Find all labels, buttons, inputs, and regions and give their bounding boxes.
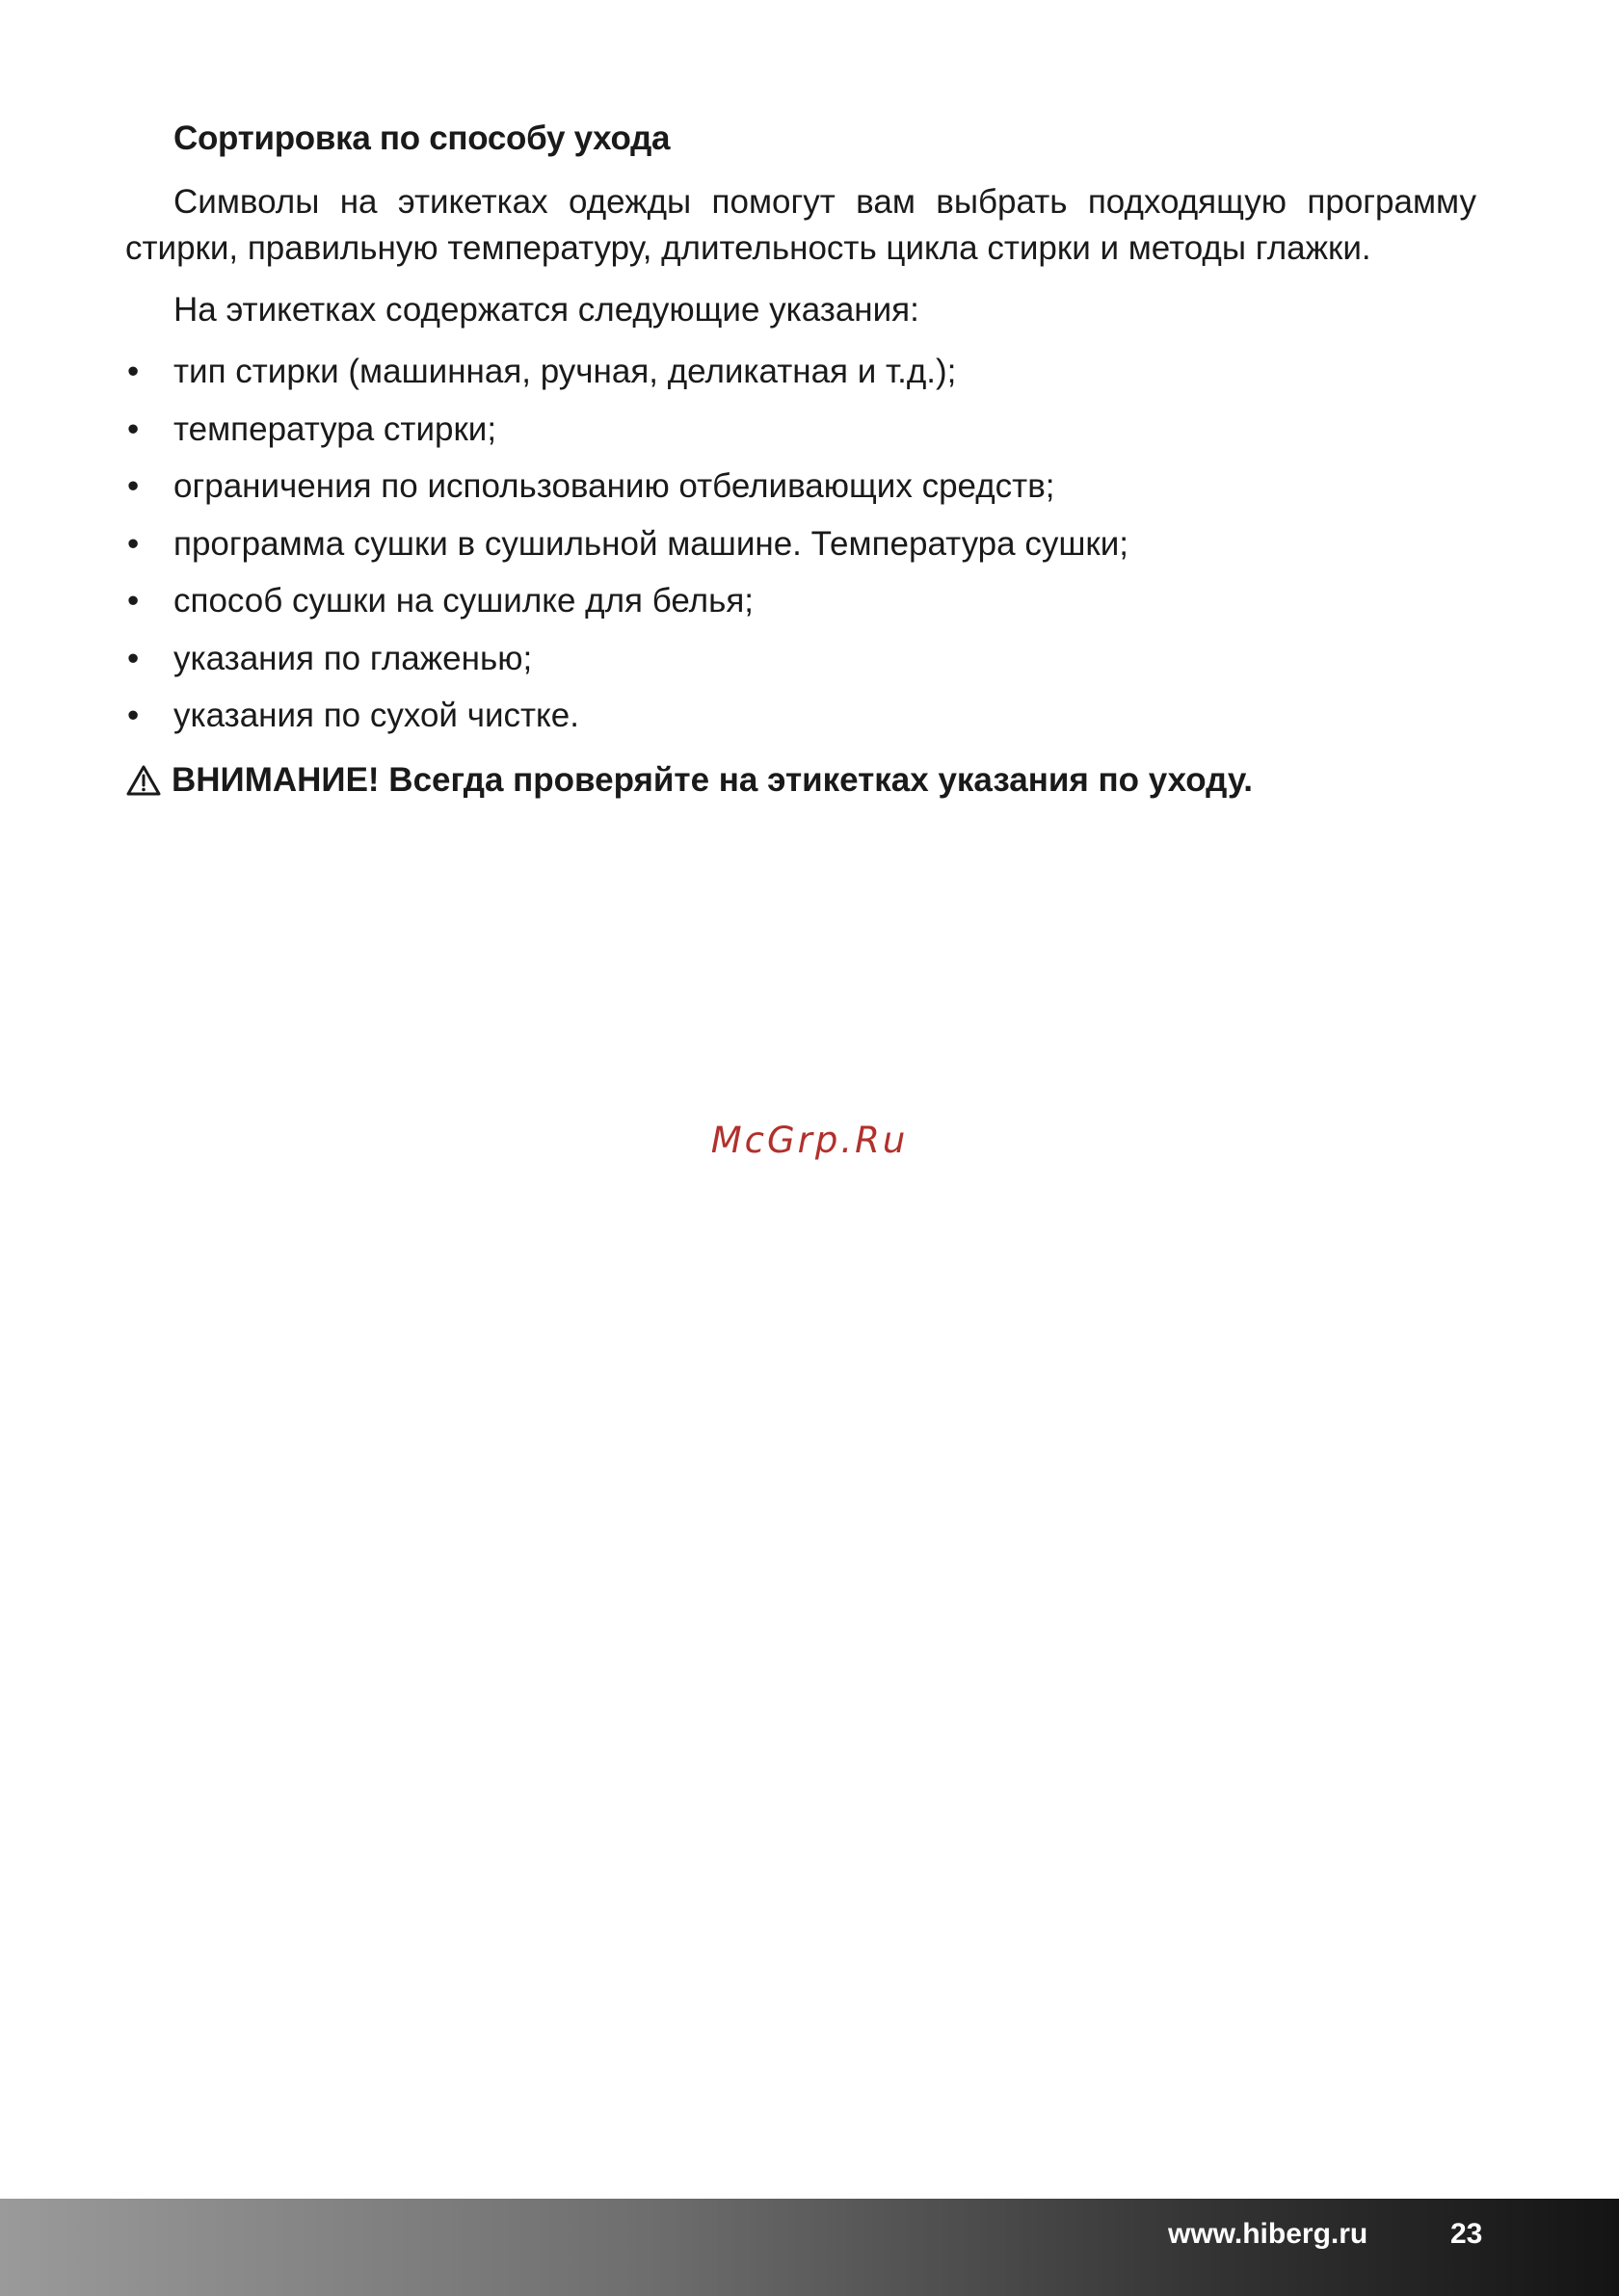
list-item-text: тип стирки (машинная, ручная, деликатная и т.д.); [173, 353, 957, 390]
list-item [125, 401, 1476, 459]
list-item [125, 458, 1476, 515]
bullet-icon: • [127, 409, 140, 448]
label-instructions-lead: На этикетках содержатся следующие указания: [173, 291, 919, 329]
bullet-icon: • [127, 582, 140, 620]
page-content [125, 116, 1476, 806]
bullet-icon: • [127, 697, 140, 734]
watermark: McGrp.Ru [710, 1120, 909, 1161]
bullet-icon: • [127, 639, 140, 677]
list-item-text: температура стирки; [173, 409, 497, 448]
list-item-text: ограничения по использованию отбеливающих средств; [173, 467, 1055, 505]
list-item-text: программа сушки в сушильной машине. Температура сушки; [173, 524, 1129, 563]
section-heading: Сортировка по способу ухода [173, 119, 671, 157]
warning-notice [125, 754, 1476, 806]
list-item [125, 687, 1476, 745]
bullet-icon: • [127, 353, 140, 390]
list-item-text: способ сушки на сушилке для белья; [173, 582, 754, 620]
footer-website-url: www.hiberg.ru [1168, 2218, 1368, 2250]
list-item [125, 515, 1476, 573]
page-number: 23 [1450, 2218, 1483, 2250]
care-instructions-list [125, 343, 1476, 745]
bullet-icon: • [127, 467, 140, 505]
warning-triangle-icon [125, 764, 162, 797]
page-footer [0, 2199, 1619, 2296]
list-item-text: указания по глаженью; [173, 639, 533, 677]
list-item-text: указания по сухой чистке. [173, 697, 579, 734]
list-item [125, 630, 1476, 688]
bullet-icon: • [127, 524, 140, 563]
intro-paragraph: Символы на этикетках одежды помогут вам выбрать подходящую программу стирки, правильную температуру, длительность цикла стирки и методы глажки. [125, 183, 1476, 267]
list-item [125, 343, 1476, 401]
list-item [125, 572, 1476, 630]
warning-text: ВНИМАНИЕ! Всегда проверяйте на этикетках указания по уходу. [172, 760, 1253, 799]
